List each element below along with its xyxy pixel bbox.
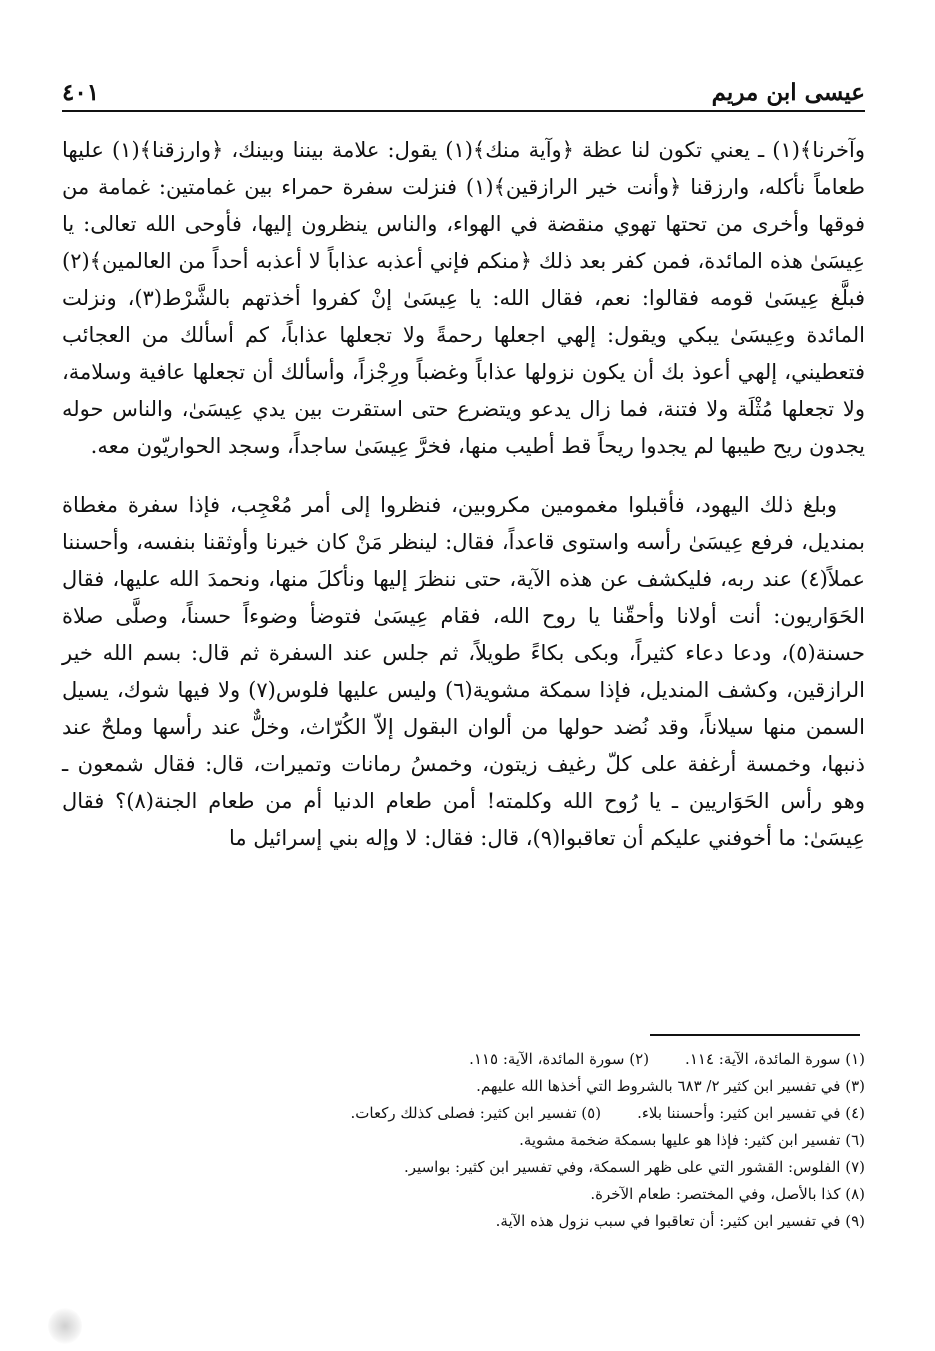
footnote-row: [62, 1100, 865, 1127]
footnote: (٢) سورة المائدة، الآية: ١١٥.: [469, 1050, 650, 1068]
footnote: (٧) الفلوس: القشور التي على ظهر السمكة، وفي تفسير ابن كثير: بواسير.: [404, 1158, 865, 1176]
page-header: [62, 66, 865, 112]
footnote: (٤) في تفسير ابن كثير: وأحسننا بلاء.: [637, 1104, 865, 1122]
footnote-row: [62, 1208, 865, 1235]
footnote: (١) سورة المائدة، الآية: ١١٤.: [685, 1050, 865, 1068]
footnote-row: [62, 1046, 865, 1073]
footnote-row: [62, 1154, 865, 1181]
paragraph: وآخرنا﴾(١) ـ يعني تكون لنا عظة ﴿وآية منك﴾(١) يقول: علامة بيننا وبينك، ﴿وارزقنا﴾(١) عليها طعاماً نأكله، وارزقنا ﴿وأنت خير الرازقين﴾(١) فنزلت سفرة حمراء بين غمامتين: غمامة من فوقها وأخرى من تحتها تهوي منقضة في الهواء، والناس ينظرون إليها، فأوحى الله تعالى: يا عِيسَىٰ هذه المائدة، فمن كفر بعد ذلك ﴿منكم فإني أعذبه عذاباً لا أعذبه أحداً من العالمين﴾(٢) فبلَّغ عِيسَىٰ قومه فقالوا: نعم، فقال الله: يا عِيسَىٰ إنْ كفروا أخذتهم بالشَّرْط(٣)، ونزلت المائدة وعِيسَىٰ يبكي ويقول: إلهي اجعلها رحمةً ولا تجعلها عذاباً، كم أسألك من العجائب فتعطيني، إلهي أعوذ بك أن يكون نزولها عذاباً وغضباً ورِجْزاً، وأسألك أن تجعلها عافية وسلامة، ولا تجعلها مُثْلَة ولا فتنة، فما زال يدعو ويتضرع حتى استقرت بين يدي عِيسَىٰ، والناس حوله يجدون ريح طيبها لم يجدوا ريحاً قط أطيب منها، فخرَّ عِيسَىٰ ساجداً، وسجد الحواريّون معه.: [62, 138, 866, 458]
footnote: (٥) تفسير ابن كثير: فصلى كذلك ركعات.: [350, 1104, 602, 1122]
footnote: (٨) كذا بالأصل، وفي المختصر: طعام الآخرة.: [590, 1185, 865, 1203]
footnote-row: [62, 1181, 865, 1208]
footnote: (٩) في تفسير ابن كثير: أن تعاقبوا في سبب نزول هذه الآية.: [495, 1212, 865, 1230]
footnote: (٦) تفسير ابن كثير: فإذا هو عليها بسمكة ضخمة مشوية.: [519, 1131, 865, 1149]
scan-smudge: [48, 1308, 82, 1344]
paragraph: وبلغ ذلك اليهود، فأقبلوا مغمومين مكروبين، فنظروا إلى أمر مُعْجِب، فإذا سفرة مغطاة بمنديل، فرفع عِيسَىٰ رأسه واستوى قاعداً، فقال: لينظر مَنْ كان خيرنا وأوثقنا بنفسه، وأحسننا عملاً(٤) عند ربه، فليكشف عن هذه الآية، حتى ننظرَ إليها ونأكلَ منها، ونحمدَ الله عليها، فقال الحَوَاريون: أنت أولانا وأحقّنا يا روح الله، فقام عِيسَىٰ فتوضأ وضوءاً حسناً، وصلَّى صلاة حسنة(٥)، ودعا دعاء كثيراً، وبكى بكاءً طويلاً، ثم جلس عند السفرة ثم قال: بسم الله خير الرازقين، وكشف المنديل، فإذا سمكة مشوية(٦) وليس عليها فلوس(٧) ولا فيها شوك، يسيل السمن منها سيلاناً، وقد نُضد حولها من ألوان البقول إلاّ الكُرّاث، وخلٌّ عند رأسها وملحٌ عند ذنبها، وخمسة أرغفة على كلّ رغيف زيتون، وخمسُ رمانات وتميرات، قال: فقال شمعون ـ وهو رأس الحَوَاريين ـ يا رُوح الله وكلمته! أمن طعام الدنيا أم من طعام الجنة(٨)؟ فقال عِيسَىٰ: ما أخوفني عليكم أن تعاقبوا(٩)، قال: فقال: لا وإله بني إسرائيل ما: [62, 493, 865, 850]
main-text: [62, 132, 865, 857]
footnote-row: [62, 1073, 865, 1100]
footnote: (٣) في تفسير ابن كثير ٢/ ٦٨٣ بالشروط التي أخذها الله عليهم.: [476, 1077, 865, 1095]
footnotes: [62, 1046, 865, 1235]
footnote-row: [62, 1127, 865, 1154]
page-number: ٤٠١: [62, 79, 100, 106]
footnote-separator: [650, 1034, 860, 1036]
running-title: عيسى ابن مريم: [711, 79, 865, 106]
